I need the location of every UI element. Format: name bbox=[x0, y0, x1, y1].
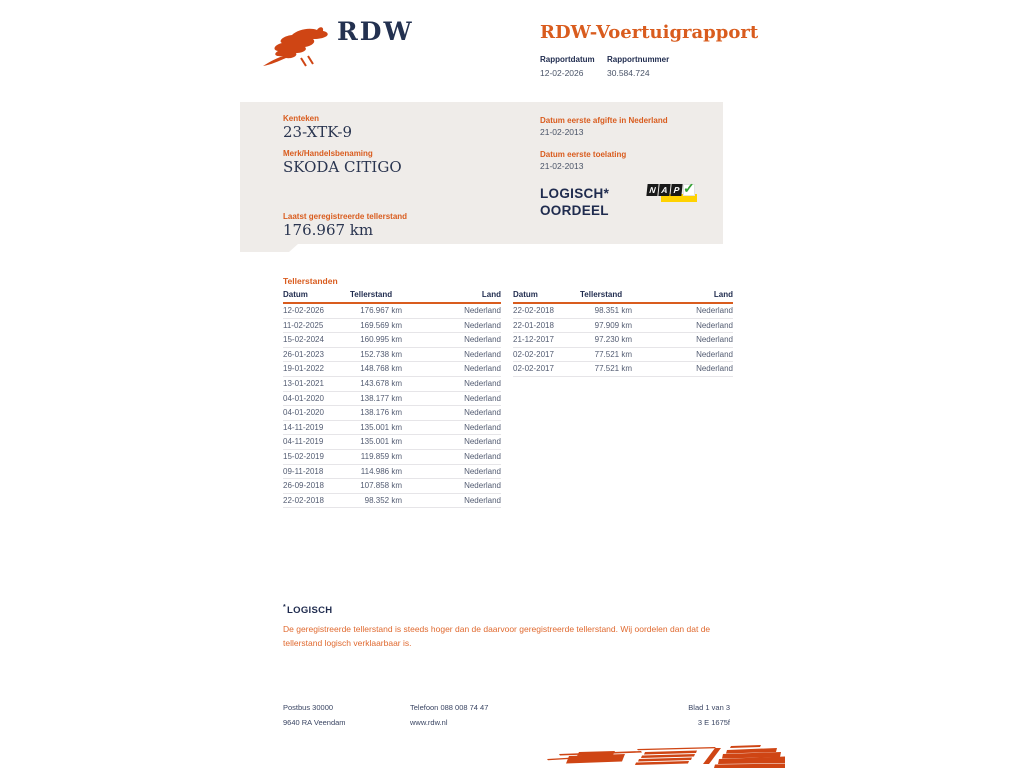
tellerstanden-title: Tellerstanden bbox=[283, 276, 338, 286]
cell: 148.768 km bbox=[360, 364, 402, 374]
tellerstand-row bbox=[513, 348, 733, 363]
footnote-title bbox=[283, 604, 731, 616]
cell: 176.967 km bbox=[360, 306, 402, 315]
rdw-wordmark: RDW bbox=[337, 17, 414, 46]
cell: Nederland bbox=[696, 306, 733, 315]
col-header-datum: Datum bbox=[283, 290, 308, 299]
col-header-tellerstand: Tellerstand bbox=[350, 290, 393, 299]
nap-letter-n: N bbox=[646, 184, 658, 196]
cell: 12-02-2026 bbox=[283, 306, 324, 315]
tellerstand-row bbox=[283, 377, 501, 392]
cell: 97.909 km bbox=[594, 320, 632, 330]
cell: Nederland bbox=[464, 437, 501, 447]
logisch-footnote bbox=[283, 604, 731, 650]
toelating-value: 21-02-2013 bbox=[540, 161, 584, 171]
cell: 98.352 km bbox=[364, 495, 402, 505]
report-number-block bbox=[607, 55, 669, 78]
oordeel-line1: LOGISCH* bbox=[540, 186, 610, 201]
table-body bbox=[283, 304, 501, 508]
cell: 119.859 km bbox=[360, 451, 402, 461]
cell: Nederland bbox=[464, 495, 501, 505]
footer-address bbox=[283, 700, 346, 730]
tellerstand-row bbox=[283, 479, 501, 494]
kenteken-label: Kenteken bbox=[283, 114, 320, 123]
footnote-asterisk: * bbox=[283, 604, 287, 611]
cell: 09-11-2018 bbox=[283, 466, 324, 476]
footer-page-info bbox=[540, 700, 730, 730]
cell: 22-02-2018 bbox=[513, 306, 554, 315]
cell: Nederland bbox=[464, 306, 501, 315]
footer-website: www.rdw.nl bbox=[410, 718, 448, 727]
afgifte-value: 21-02-2013 bbox=[540, 127, 584, 137]
report-date-block bbox=[540, 55, 595, 78]
cell: 02-02-2017 bbox=[513, 349, 554, 359]
footnote-text: De geregistreerde tellerstand is steeds hoger dan de daarvoor geregistreerde tellerstand. Wij oordelen dan dat de tellerstand logisch verklaarbaar is. bbox=[283, 624, 711, 648]
tellerstanden-table-left bbox=[283, 290, 501, 508]
nap-checkmark-icon: ✓ bbox=[683, 180, 695, 196]
cell: 114.986 km bbox=[360, 466, 402, 476]
tellerstand-row bbox=[513, 333, 733, 348]
cell: 11-02-2025 bbox=[283, 320, 324, 330]
tellerstand-row bbox=[283, 450, 501, 465]
cell: 02-02-2017 bbox=[513, 364, 554, 374]
cell: Nederland bbox=[464, 364, 501, 374]
report-date-value: 12-02-2026 bbox=[540, 68, 584, 78]
report-number-value: 30.584.724 bbox=[607, 68, 650, 78]
cell: 143.678 km bbox=[360, 378, 402, 388]
tellerstand-row bbox=[283, 421, 501, 436]
col-header-land: Land bbox=[481, 290, 501, 299]
oordeel-line2: OORDEEL bbox=[540, 203, 609, 218]
cell: Nederland bbox=[464, 408, 501, 418]
cell: Nederland bbox=[696, 349, 733, 359]
cell: 19-01-2022 bbox=[283, 364, 324, 374]
cell: Nederland bbox=[464, 466, 501, 476]
cell: Nederland bbox=[696, 320, 733, 330]
col-header-datum: Datum bbox=[513, 290, 538, 299]
cell: Nederland bbox=[464, 422, 501, 432]
footer-address-line1: Postbus 30000 bbox=[283, 703, 334, 712]
cell: Nederland bbox=[464, 335, 501, 345]
tellerstand-row bbox=[283, 348, 501, 363]
cell: 26-09-2018 bbox=[283, 481, 324, 491]
rdw-bird-logo-icon bbox=[261, 25, 333, 71]
vehicle-summary-panel bbox=[240, 102, 723, 244]
tellerstand-row bbox=[283, 362, 501, 377]
footer-phone: Telefoon 088 008 74 47 bbox=[410, 703, 489, 712]
cell: 14-11-2019 bbox=[283, 422, 324, 432]
footer-contact bbox=[410, 700, 488, 730]
merk-value: SKODA CITIGO bbox=[283, 158, 402, 176]
cell: Nederland bbox=[696, 335, 733, 345]
cell: 169.569 km bbox=[360, 320, 402, 330]
cell: 160.995 km bbox=[360, 335, 402, 345]
nap-letter-p: P bbox=[670, 184, 682, 196]
cell: 152.738 km bbox=[360, 349, 402, 359]
tellerstand-row bbox=[283, 465, 501, 480]
cell: 135.001 km bbox=[360, 437, 402, 447]
toelating-label: Datum eerste toelating bbox=[540, 150, 627, 159]
cell: Nederland bbox=[464, 378, 501, 388]
cell: Nederland bbox=[464, 320, 501, 330]
tellerstand-row bbox=[283, 494, 501, 509]
cell: 04-01-2020 bbox=[283, 393, 324, 403]
cell: Nederland bbox=[464, 481, 501, 491]
cell: Nederland bbox=[464, 393, 501, 403]
table-header bbox=[513, 290, 733, 304]
footer-address-line2: 9640 RA Veendam bbox=[283, 718, 346, 727]
cell: 98.351 km bbox=[594, 306, 632, 315]
merk-label: Merk/Handelsbenaming bbox=[283, 149, 373, 158]
cell: 21-12-2017 bbox=[513, 335, 554, 345]
laatste-tellerstand-label: Laatst geregistreerde tellerstand bbox=[283, 212, 408, 221]
cell: 22-02-2018 bbox=[283, 495, 324, 505]
kenteken-value: 23-XTK-9 bbox=[283, 123, 353, 141]
panel-corner-tab bbox=[240, 244, 298, 252]
cell: 138.176 km bbox=[360, 408, 402, 418]
tellerstand-row bbox=[283, 392, 501, 407]
report-date-label: Rapportdatum bbox=[540, 55, 595, 64]
tellerstand-row bbox=[283, 333, 501, 348]
cell: 77.521 km bbox=[594, 364, 632, 374]
cell: 26-01-2023 bbox=[283, 349, 324, 359]
tellerstand-row bbox=[283, 304, 501, 319]
report-number-label: Rapportnummer bbox=[607, 55, 670, 64]
report-title: RDW-Voertuigrapport bbox=[540, 22, 759, 43]
cell: Nederland bbox=[464, 451, 501, 461]
cell: 04-01-2020 bbox=[283, 408, 324, 418]
cell: 22-01-2018 bbox=[513, 320, 554, 330]
cell: 135.001 km bbox=[360, 422, 402, 432]
footer-doc-code: 3 E 1675f bbox=[697, 718, 730, 727]
table-header bbox=[283, 290, 501, 304]
cell: 77.521 km bbox=[594, 349, 632, 359]
laatste-tellerstand-value: 176.967 km bbox=[283, 221, 374, 239]
col-header-land: Land bbox=[713, 290, 733, 299]
tellerstand-row bbox=[513, 319, 733, 334]
nap-logo bbox=[647, 180, 697, 204]
afgifte-label: Datum eerste afgifte in Nederland bbox=[540, 116, 668, 125]
cell: Nederland bbox=[696, 364, 733, 374]
footnote-title-text: LOGISCH bbox=[287, 605, 333, 616]
cell: 15-02-2019 bbox=[283, 451, 324, 461]
tellerstand-row bbox=[283, 406, 501, 421]
footer-page-number: Blad 1 van 3 bbox=[688, 703, 730, 712]
cell: 04-11-2019 bbox=[283, 437, 324, 447]
cell: 13-01-2021 bbox=[283, 378, 324, 388]
wing-stripes-graphic-icon bbox=[545, 744, 785, 768]
tellerstand-row bbox=[513, 362, 733, 377]
tellerstand-row bbox=[283, 319, 501, 334]
tellerstand-row bbox=[283, 435, 501, 450]
cell: Nederland bbox=[464, 349, 501, 359]
tellerstanden-table-right bbox=[513, 290, 733, 377]
cell: 138.177 km bbox=[360, 393, 402, 403]
tellerstand-row bbox=[513, 304, 733, 319]
cell: 15-02-2024 bbox=[283, 335, 324, 345]
cell: 107.858 km bbox=[360, 481, 402, 491]
nap-letter-a: A bbox=[658, 184, 670, 196]
oordeel-text bbox=[540, 185, 609, 219]
cell: 97.230 km bbox=[594, 335, 632, 345]
col-header-tellerstand: Tellerstand bbox=[580, 290, 623, 299]
table-body bbox=[513, 304, 733, 377]
